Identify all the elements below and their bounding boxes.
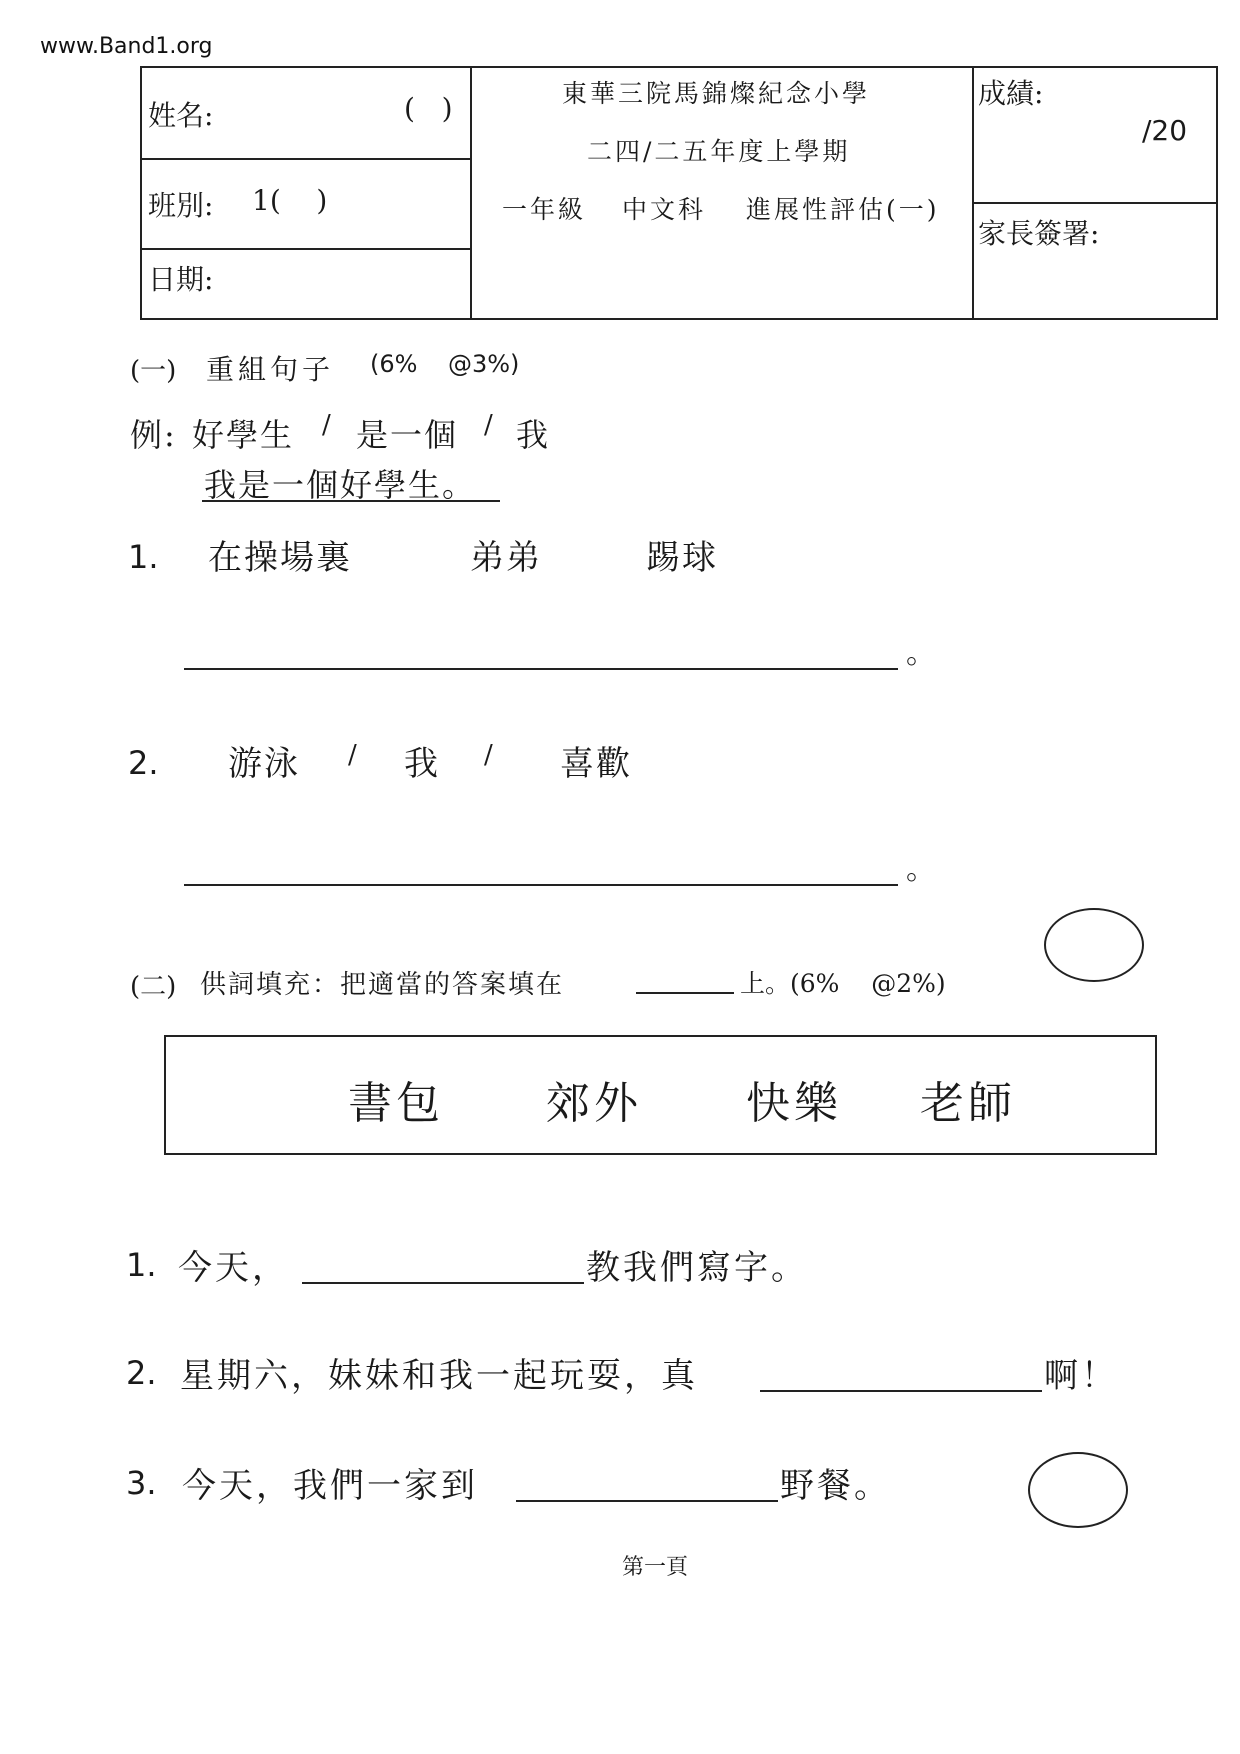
word-bank	[164, 1035, 1157, 1155]
section2-marks: 上。(6% @2%)	[740, 969, 946, 998]
word-bank-item: 郊外	[546, 1078, 642, 1129]
word-card: 弟弟	[470, 538, 542, 578]
sentence-end: 教我們寫字。	[586, 1248, 808, 1288]
heading-blank	[636, 992, 734, 994]
header-divider	[142, 248, 470, 250]
parent-signature-label: 家長簽署:	[978, 217, 1100, 250]
word-bank-item: 書包	[348, 1078, 444, 1129]
sentence-start: 今天，	[178, 1248, 289, 1288]
example-slash: /	[484, 410, 495, 440]
school-name: 東華三院馬錦燦紀念小學	[562, 79, 871, 108]
sentence-start: 今天，我們一家到	[182, 1466, 478, 1506]
section1-marks: (6% @3%)	[370, 350, 520, 378]
header-divider	[972, 68, 974, 318]
answer-line[interactable]	[184, 884, 898, 886]
header-divider	[972, 202, 1216, 204]
answer-line[interactable]	[184, 668, 898, 670]
example-underline	[202, 500, 500, 502]
section2-heading: 供詞填充：把適當的答案填在	[200, 970, 565, 1000]
date-label: 日期:	[148, 263, 214, 296]
word-bank-item: 老師	[920, 1078, 1016, 1129]
answer-blank[interactable]	[302, 1282, 584, 1284]
question-number: 2.	[126, 1354, 157, 1392]
section2-number: (二)	[130, 972, 177, 1002]
word-card: 游泳	[228, 744, 300, 784]
example-word: 我	[516, 416, 551, 454]
word-slash: /	[484, 740, 495, 770]
full-stop: 。	[906, 852, 938, 887]
answer-blank[interactable]	[760, 1390, 1042, 1392]
term: 二四/二五年度上學期	[587, 137, 851, 166]
question-number: 2.	[128, 744, 159, 782]
page-number: 第一頁	[622, 1555, 689, 1580]
question-number: 1.	[126, 1246, 157, 1284]
word-card: 我	[404, 744, 440, 784]
name-label: 姓名:	[148, 99, 214, 132]
word-bank-item: 快樂	[746, 1078, 842, 1129]
section1-heading: 重組句子	[206, 353, 335, 386]
answer-blank[interactable]	[516, 1500, 778, 1502]
score-oval	[1044, 908, 1144, 982]
question-number: 3.	[126, 1464, 157, 1502]
name-paren: ( )	[404, 92, 453, 125]
sentence-start: 星期六，妹妹和我一起玩耍，真	[180, 1356, 698, 1396]
header-table	[140, 66, 1218, 320]
header-divider	[142, 158, 470, 160]
score-label: 成績:	[978, 77, 1044, 110]
example-slash: /	[322, 410, 333, 440]
sentence-end: 野餐。	[780, 1466, 891, 1506]
full-stop: 。	[906, 636, 938, 671]
header-divider	[470, 68, 472, 318]
score-oval	[1028, 1452, 1128, 1528]
question-number: 1.	[128, 538, 159, 576]
grade: 一年級	[502, 195, 587, 224]
site-url: www.Band1.org	[40, 34, 213, 59]
class-value: 1( )	[252, 184, 328, 217]
section1-number: (一)	[130, 356, 177, 386]
word-card: 喜歡	[560, 744, 632, 784]
sentence-end: 啊！	[1044, 1356, 1118, 1396]
score-total: /20	[1142, 114, 1188, 147]
subject: 中文科	[622, 195, 707, 224]
class-label: 班別:	[148, 189, 214, 222]
example-word: 好學生	[192, 416, 295, 454]
example-answer: 我是一個好學生。	[204, 466, 477, 504]
word-card: 踢球	[646, 538, 718, 578]
example-label: 例:	[130, 416, 177, 454]
example-word: 是一個	[356, 416, 459, 454]
assessment-title: 進展性評估(一)	[746, 195, 940, 224]
word-slash: /	[348, 740, 359, 770]
word-card: 在操場裏	[208, 538, 352, 578]
